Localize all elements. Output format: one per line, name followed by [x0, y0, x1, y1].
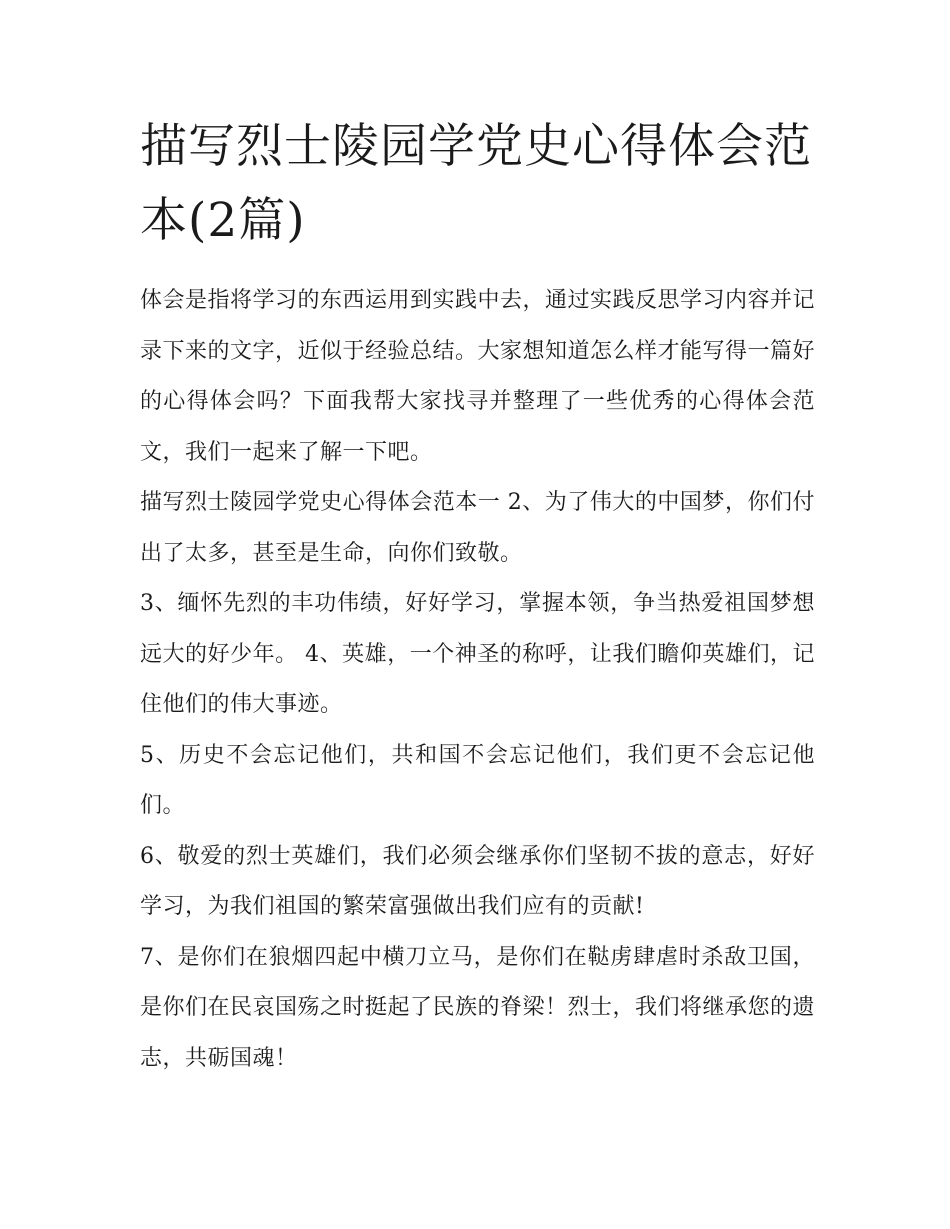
paragraph-intro: 体会是指将学习的东西运用到实践中去，通过实践反思学习内容并记录下来的文字，近似于经验总结。大家想知道怎么样才能写得一篇好的心得体会吗？下面我帮大家找寻并整理了一些优秀的心得体会范文，我们一起来了解一下吧。: [140, 288, 816, 465]
paragraph-item-6: 6、敬爱的烈士英雄们，我们必须会继承你们坚韧不拔的意志，好好学习，为我们祖国的繁荣富强做出我们应有的贡献!: [140, 843, 815, 919]
paragraph-item-2: 描写烈士陵园学党史心得体会范本一 2、为了伟大的中国梦，你们付出了太多，甚至是生命，向你们致敬。: [140, 490, 815, 566]
document-title: 描写烈士陵园学党史心得体会范本(2篇): [140, 119, 812, 248]
paragraph-items-3-4: 3、缅怀先烈的丰功伟绩，好好学习，掌握本领，争当热爱祖国梦想远大的好少年。 4、英雄，一个神圣的称呼，让我们瞻仰英雄们，记住他们的伟大事迹。: [140, 591, 815, 717]
document-page: [140, 110, 815, 1084]
paragraph-item-7: 7、是你们在狼烟四起中横刀立马，是你们在鞑虏肆虐时杀敌卫国，是你们在民哀国殇之时挺起了民族的脊梁！烈士，我们将继承您的遗志，共砺国魂！: [140, 944, 816, 1071]
paragraph-item-5: 5、历史不会忘记他们，共和国不会忘记他们，我们更不会忘记他们。: [140, 742, 815, 818]
